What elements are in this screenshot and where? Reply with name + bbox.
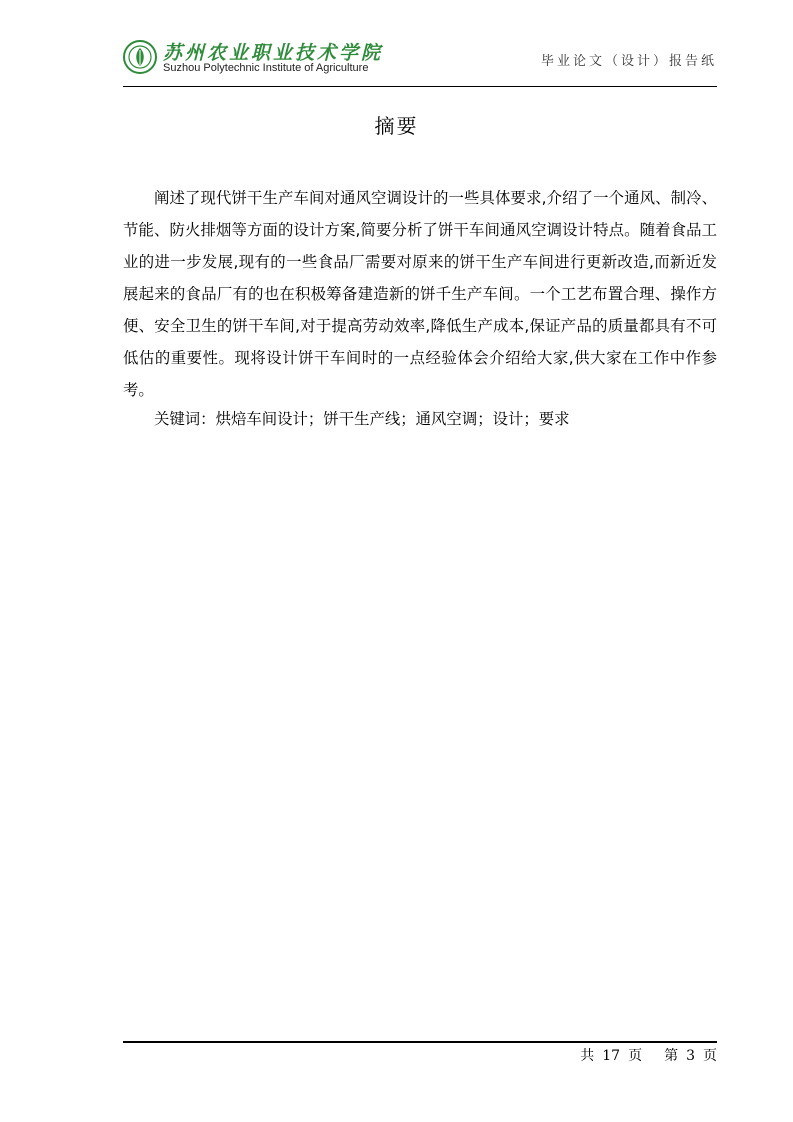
- school-name-cn: 苏州农业职业技术学院: [163, 42, 384, 64]
- total-pages: 17: [602, 1048, 621, 1064]
- report-paper-label: 毕业论文（设计）报告纸: [540, 54, 717, 69]
- abstract-title: 摘要: [374, 114, 419, 138]
- current-prefix: 第: [664, 1048, 679, 1064]
- school-seal-logo: [123, 40, 157, 74]
- total-prefix: 共: [580, 1048, 595, 1064]
- school-name-en: Suzhou Polytechnic Institute of Agriculture: [163, 62, 369, 74]
- header-divider: [123, 86, 717, 87]
- abstract-body: 阐述了现代饼干生产车间对通风空调设计的一些具体要求,介绍了一个通风、制冷、节能、防火排烟等方面的设计方案,简要分析了饼干车间通风空调设计特点。随着食品工业的进一步发展,现有的一些食品厂需要对原来的饼干生产车间进行更新改造,而新近发展起来的食品厂有的也在积极筹备建造新的饼千生产车间。一个工艺布置合理、操作方便、安全卫生的饼干车间,对于提高劳动效率,降低生产成本,保证产品的质量都具有不可低估的重要性。现将设计饼干车间时的一点经验体会介绍给大家,供大家在工作中作参考。: [123, 189, 717, 399]
- current-page: 3: [686, 1048, 695, 1064]
- total-suffix: 页: [628, 1048, 643, 1064]
- current-suffix: 页: [703, 1048, 717, 1064]
- page-footer: [580, 1045, 717, 1065]
- keywords-line: 关键词：烘焙车间设计；饼干生产线；通风空调；设计；要求: [154, 410, 570, 428]
- page-header: [123, 36, 717, 86]
- footer-divider: [123, 1041, 717, 1043]
